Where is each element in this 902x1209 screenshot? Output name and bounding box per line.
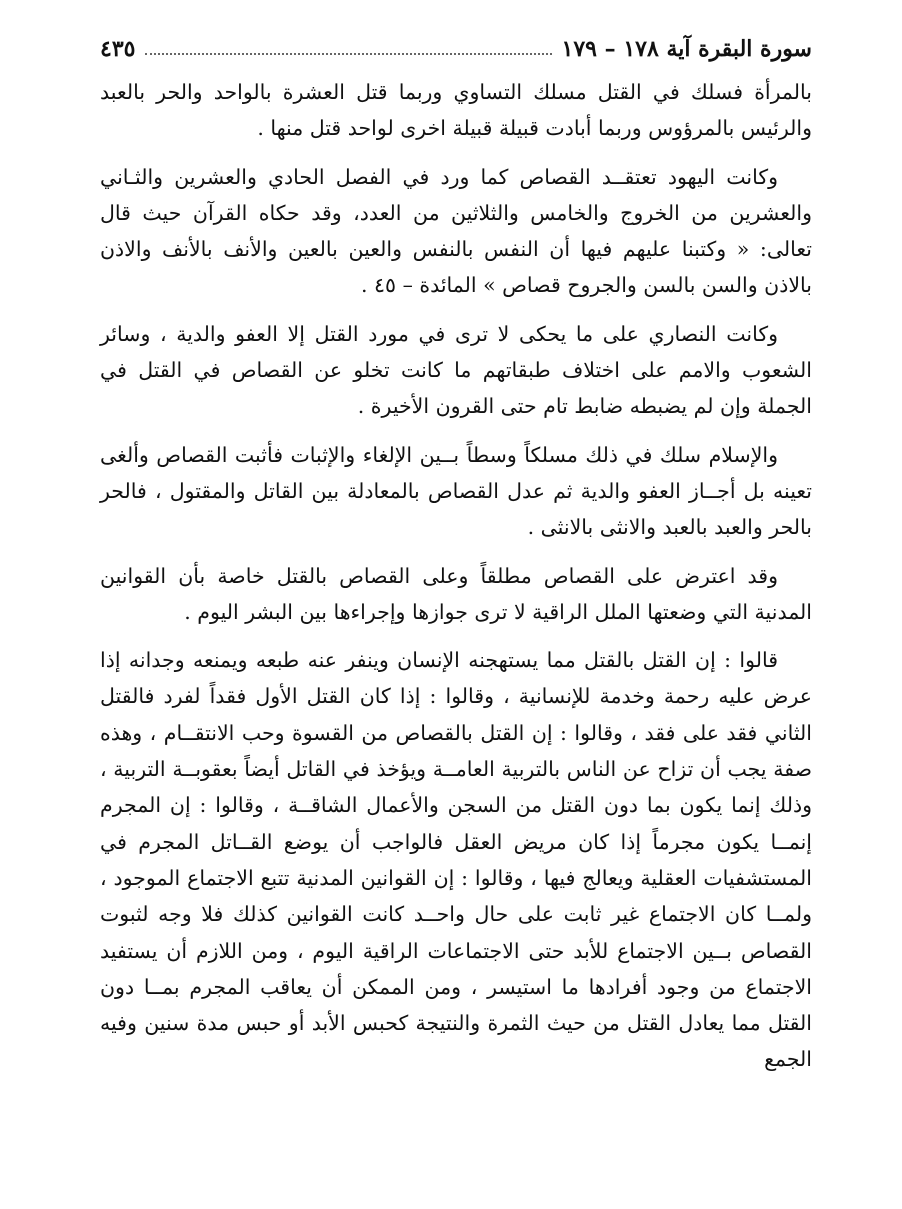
paragraph-4: والإسلام سلك في ذلك مسلكاً وسطاً بــين الإلغاء والإثبات فأثبت القصاص وألغى تعينه بل أجــاز العفو والدية ثم عدل القصاص بالمعادلة بين القاتل والمقتول ، فالحر بالحر والعبد بالعبد والانثى بالانثى . <box>100 442 812 540</box>
book-page <box>100 30 812 1078</box>
page-number: ٤٣٥ <box>100 36 136 62</box>
paragraph-5: وقد اعترض على القصاص مطلقاً وعلى القصاص بالقتل خاصة بأن القوانين المدنية التي وضعتها الملل الراقية لا ترى جوازها وإجراءها بين البشر اليوم . <box>100 563 812 624</box>
body-text <box>100 74 812 1078</box>
running-header <box>100 30 812 68</box>
paragraph-1: بالمرأة فسلك في القتل مسلك التساوي وربما قتل العشرة بالواحد والحر بالعبد والرئيس بالمرؤوس وربما أبادت قبيلة قبيلة اخرى لواحد قتل منها . <box>100 80 812 141</box>
dotted-leader <box>145 52 551 55</box>
surah-verse-title: سورة البقرة آية ١٧٨ – ١٧٩ <box>561 36 812 62</box>
paragraph-3: وكانت النصاري على ما يحكى لا ترى في مورد القتل إلا العفو والدية ، وسائر الشعوب والامم على اختلاف طبقاتهم ما كانت تخلو عن القصاص في القتل في الجملة وإن لم يضبطه ضابط تام حتى القرون الأخيرة . <box>100 321 812 419</box>
paragraph-2: وكانت اليهود تعتقــد القصاص كما ورد في الفصل الحادي والعشرين والثـاني والعشرين من الخروج والخامس والثلاثين من العدد، وقد حكاه القرآن حيث قال تعالى: « وكتبنا عليهم فيها أن النفس بالنفس والعين بالعين والأنف بالأنف والاذن بالاذن والسن بالسن والجروح قصاص » المائدة – ٤٥ . <box>100 164 812 298</box>
paragraph-6: قالوا : إن القتل بالقتل مما يستهجنه الإنسان وينفر عنه طبعه ويمنعه وجدانه إذا عرض عليه رحمة وخدمة للإنسانية ، وقالوا : إذا كان القتل الأول فقداً لفرد فالقتل الثاني فقد على فقد ، وقالوا : إن القتل بالقصاص من القسوة وحب الانتقــام ، وهذه صفة يجب أن تزاح عن الناس بالتربية العامــة ويؤخذ في القاتل أيضاً بعقوبــة التربية ، وذلك إنما يكون بما دون القتل من السجن والأعمال الشاقــة ، وقالوا : إن المجرم إنمــا يكون مجرماً إذا كان مريض العقل فالواجب أن يوضع القــاتل المجرم في المستشفيات العقلية ويعالج فيها ، وقالوا : إن القوانين المدنية تتبع الاجتماع الموجود ، ولمــا كان الاجتماع غير ثابت على حال واحــد كانت القوانين كذلك فلا وجه لثبوت القصاص بــين الاجتماع للأبد حتى الاجتماعات الراقية اليوم ، ومن اللازم أن يستفيد الاجتماع من وجود أفرادها ما استيسر ، ومن الممكن أن يعاقب المجرم بمــا دون القتل مما يعادل القتل من حيث الثمرة والنتيجة كحبس الأبد أو حبس مدة سنين وفيه الجمع <box>100 648 812 1072</box>
